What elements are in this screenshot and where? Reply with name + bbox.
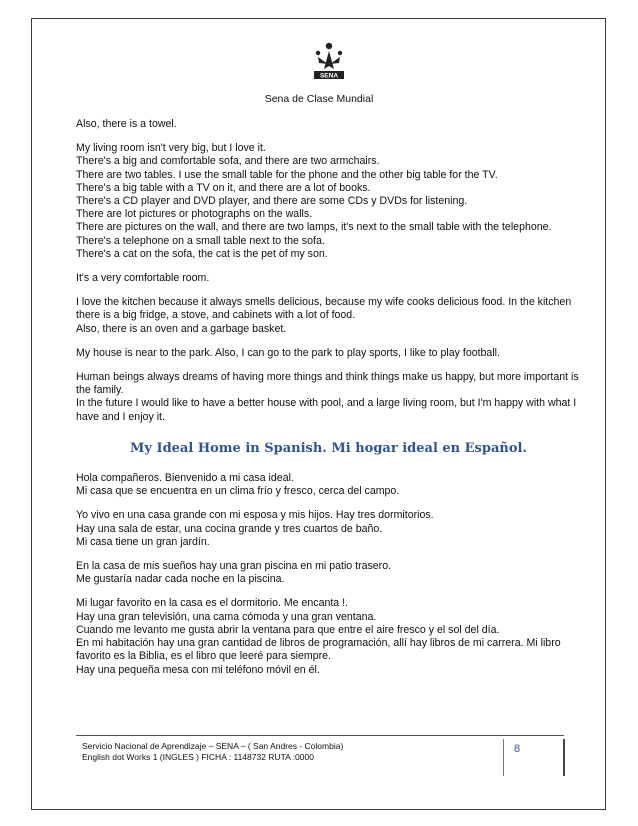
text-line: Hay una gran televisión, una cama cómoda y una gran ventana. <box>76 610 377 623</box>
text-line: There's a CD player and DVD player, and there are some CDs y DVDs for listening. <box>76 195 468 208</box>
paragraph-comfortable <box>76 272 581 285</box>
text-line: Hola compañeros. Bienvenido a mi casa ideal. <box>76 472 294 485</box>
paragraph-spanish-bedroom <box>76 597 581 676</box>
section-heading: My Ideal Home in Spanish. Mi hogar ideal en Español. <box>130 440 527 456</box>
page-number-box <box>503 739 565 776</box>
text-line: In the future I would like to have a better house with pool, and a large living room, but I'm happy with what I have and I enjoy it. <box>76 397 577 423</box>
paragraph-park <box>76 347 581 360</box>
header-title: Sena de Clase Mundial <box>264 93 374 105</box>
text-line: There's a big and comfortable sofa, and there are two armchairs. <box>76 155 380 168</box>
text-line: Yo vivo en una casa grande con mi esposa y mis hijos. Hay tres dormitorios. <box>76 509 434 522</box>
text-line: There are two tables. I use the small table for the phone and the other big table for the TV. <box>76 168 498 181</box>
text-line: Also, there is a towel. <box>76 118 177 130</box>
paragraph-spanish-welcome <box>76 472 581 498</box>
text-line: I love the kitchen because it always smells delicious, because my wife cooks delicious food. In the kitchen there is a big fridge, a stove, and cabinets with a lot of food. <box>76 296 572 322</box>
footer-info <box>82 741 343 763</box>
text-line: There's a cat on the sofa, the cat is the pet of my son. <box>76 247 328 260</box>
text-line: Mi casa que se encuentra en un clima frío y fresco, cerca del campo. <box>76 485 400 498</box>
footer-line-2: English dot Works 1 (INGLES ) FICHA : 1148732 RUTA :0000 <box>82 752 314 762</box>
page-number-bar <box>563 739 565 776</box>
text-line: Also, there is an oven and a garbage basket. <box>76 322 287 335</box>
text-line: Cuando me levanto me gusta abrir la ventana para que entre el aire fresco y el sol del día. <box>76 623 500 636</box>
paragraph-dreams <box>76 371 581 424</box>
text-line: Hay una sala de estar, una cocina grande y tres cuartos de baño. <box>76 522 383 535</box>
text-line: Hay una pequeña mesa con mi teléfono móvil en él. <box>76 663 320 676</box>
paragraph-intro <box>76 118 581 131</box>
text-line: Mi casa tiene un gran jardín. <box>76 535 210 548</box>
paragraph-spanish-house <box>76 509 581 549</box>
sena-logo <box>309 42 349 82</box>
text-line: En la casa de mis sueños hay una gran piscina en mi patio trasero. <box>76 560 392 573</box>
footer-divider <box>76 735 564 736</box>
text-line: There's a big table with a TV on it, and there are a lot of books. <box>76 181 371 194</box>
text-line: Mi lugar favorito en la casa es el dormitorio. Me encanta !. <box>76 597 349 610</box>
text-line: Human beings always dreams of having more things and think things make us happy, but more important is the family. <box>76 371 579 397</box>
paragraph-living-room <box>76 142 581 261</box>
document-body <box>76 118 581 688</box>
footer-line-1: Servicio Nacional de Aprendizaje – SENA – ( San Andres - Colombia) <box>82 741 344 751</box>
text-line: There are pictures on the wall, and there are two lamps, it's next to the small table with the telephone. <box>76 221 552 234</box>
paragraph-spanish-pool <box>76 560 581 586</box>
text-line: There's a telephone on a small table next to the sofa. <box>76 234 325 247</box>
svg-text:SENA: SENA <box>319 72 339 80</box>
page-number: 8 <box>514 743 521 755</box>
text-line: My house is near to the park. Also, I can go to the park to play sports, I like to play football. <box>76 346 500 359</box>
text-line: Me gustaría nadar cada noche en la piscina. <box>76 573 285 586</box>
paragraph-kitchen <box>76 296 581 336</box>
text-line: En mi habitación hay una gran cantidad de libros de programación, allí hay libros de mi carrera. Mi libro favorito es la Biblia, es el libro que leeré para siempre. <box>76 637 561 663</box>
text-line: There are lot pictures or photographs on the walls. <box>76 208 313 221</box>
text-line: It's a very comfortable room. <box>76 272 210 285</box>
text-line: My living room isn't very big, but I love it. <box>76 142 266 155</box>
